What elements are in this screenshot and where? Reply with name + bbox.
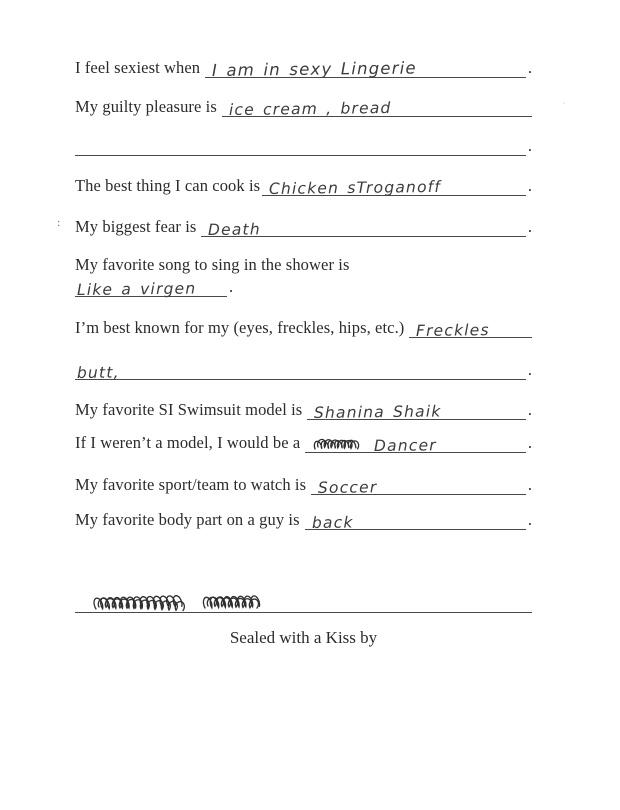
answer-blank [305, 431, 526, 453]
answer-blank [311, 473, 526, 495]
answer-blank [201, 215, 525, 237]
line-period: . [527, 475, 532, 494]
question-row-favorite-body-part [75, 508, 532, 530]
handwritten-answer: Death [208, 220, 262, 239]
question-row-biggest-fear [75, 215, 532, 237]
line-period: . [527, 433, 532, 452]
question-label: My favorite song to sing in the shower is [75, 255, 350, 274]
question-row-best-cook [75, 174, 532, 196]
scan-speck: · [559, 99, 568, 109]
question-label: My guilty pleasure is [75, 97, 217, 116]
signature-scribble-icon [92, 592, 292, 616]
scribbled-out-word-icon [312, 435, 362, 455]
handwritten-answer: butt, [76, 363, 120, 382]
handwritten-answer: back [311, 513, 354, 532]
question-row-guilty-pleasure [75, 95, 532, 117]
answer-blank [75, 358, 526, 380]
question-row-shower-song-label [75, 253, 532, 275]
line-period: . [527, 58, 532, 77]
handwritten-answer: ice cream , bread [228, 99, 392, 119]
answer-blank [75, 134, 526, 156]
line-period: . [527, 510, 532, 529]
continuation-line-row [75, 358, 532, 380]
question-row-shower-song-answer [75, 275, 532, 297]
question-label: The best thing I can cook is [75, 176, 261, 195]
question-row-feel-sexiest [75, 56, 532, 78]
question-label: If I weren’t a model, I would be a [75, 433, 301, 452]
handwritten-answer: Like a virgen [76, 279, 197, 299]
answer-blank [262, 174, 526, 196]
answer-blank [75, 275, 227, 297]
line-period: . [527, 136, 532, 155]
signature-row [75, 587, 532, 613]
handwritten-answer: Freckles [416, 321, 491, 340]
question-label: I feel sexiest when [75, 58, 201, 77]
handwritten-answer: Chicken sTroganoff [268, 177, 442, 198]
line-period: . [527, 400, 532, 419]
handwritten-answer: I am in sexy Lingerie [211, 58, 418, 80]
handwritten-answer: Dancer [374, 436, 438, 455]
line-period: . [527, 176, 532, 195]
signature-line [75, 587, 532, 613]
sealed-with-a-kiss-caption: Sealed with a Kiss by [229, 628, 378, 647]
stray-mark: : [57, 218, 61, 229]
question-row-favorite-sport [75, 473, 532, 495]
question-label: My favorite SI Swimsuit model is [75, 400, 303, 419]
question-row-if-not-model [75, 431, 532, 453]
question-label: I’m best known for my (eyes, freckles, hips, etc.) [75, 318, 405, 337]
line-period: . [527, 360, 532, 379]
handwritten-answer: Soccer [317, 478, 378, 497]
answer-blank [307, 398, 526, 420]
question-label: My favorite sport/team to watch is [75, 475, 307, 494]
line-period: . [229, 277, 234, 296]
continuation-line-row [75, 134, 532, 156]
answer-blank [409, 316, 532, 338]
question-row-best-known-for [75, 316, 532, 338]
answer-blank [305, 508, 526, 530]
handwritten-answer: Shanina Shaik [314, 402, 442, 422]
question-row-favorite-si-model [75, 398, 532, 420]
question-label: My biggest fear is [75, 217, 197, 236]
answer-blank [222, 95, 532, 117]
line-period: . [527, 217, 532, 236]
question-label: My favorite body part on a guy is [75, 510, 300, 529]
answer-blank [205, 56, 526, 78]
